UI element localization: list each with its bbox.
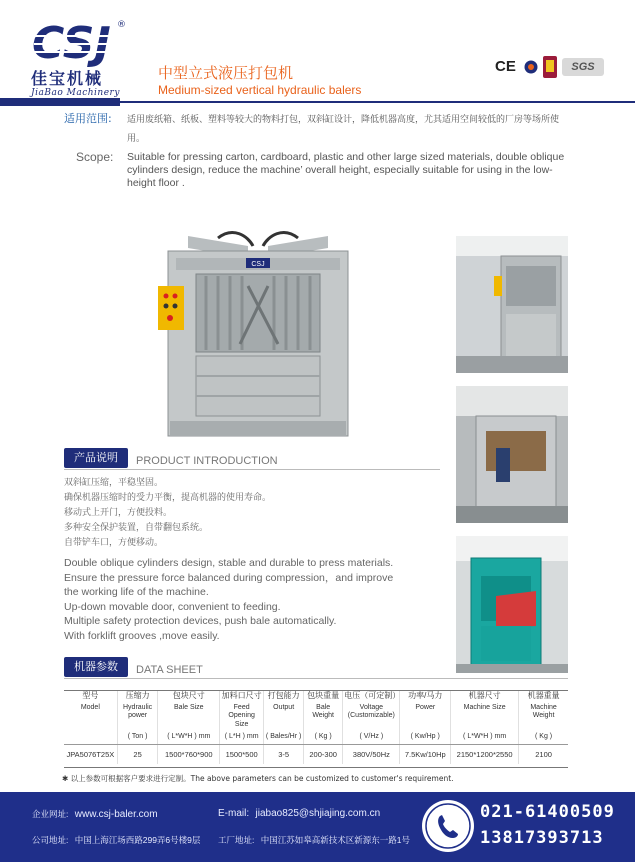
col-en: Bale Size: [173, 703, 204, 711]
col-cn: 电压（可定制）: [344, 691, 401, 700]
spec-header-row: [64, 690, 568, 731]
intro-cn-line: 自带铲车口，方便移动。: [64, 538, 164, 548]
intro-en-line: Multiple safety protection devices, push bale automatically.: [64, 615, 337, 627]
cell-feed-opening: 1500*500: [220, 745, 264, 765]
web-link[interactable]: www.csj-baler.com: [74, 809, 158, 820]
side-photo-3: [456, 536, 568, 673]
col-cn: 包块重量: [307, 691, 340, 700]
col-cn: 包块尺寸: [172, 691, 205, 700]
cell-motor-power: 7.5Kw/10Hp: [400, 745, 451, 765]
factory-text: 中国江苏如皋高新技术区新源东一路1号: [260, 835, 410, 845]
intro-en-line: With forklift grooves ,move easily.: [64, 629, 220, 642]
logo-english-name: JiaBao Machinery: [31, 88, 120, 98]
phone-icon: [422, 800, 474, 852]
col-unit: ( Bales/Hr ): [264, 731, 304, 745]
intro-en-line: Ensure the pressure force balanced during compression，and improve: [64, 571, 394, 584]
col-en: Hydraulic power: [123, 703, 153, 719]
col-unit: ( L*H ) mm: [220, 731, 264, 745]
col-unit: ( L*W*H ) mm: [451, 731, 519, 745]
col-unit: ( Kg ): [519, 731, 568, 745]
logo-letters: CSJ: [32, 20, 111, 69]
col-en: Bale Weight: [312, 703, 334, 719]
datasheet-title-cn: 机器参数: [64, 657, 128, 677]
intro-list-cn: [64, 476, 271, 551]
side-photo-1: [456, 236, 568, 373]
col-unit: ( L*W*H ) mm: [158, 731, 220, 745]
email-link[interactable]: jiabao825@shjiajing.com.cn: [255, 808, 381, 819]
scope-text-cn: 适用废纸箱、纸板、塑料等较大的物料打包，双斜缸设计，降低机器高度，尤其适用空间较低的厂房等场所使用。: [127, 115, 560, 144]
col-en: Model: [80, 703, 100, 711]
col-cn: 压缩力: [125, 691, 150, 700]
col-unit: ( Kw/Hp ): [400, 731, 451, 745]
scope-label-en: Scope:: [76, 150, 114, 164]
quality-badge-icon: [543, 56, 557, 78]
col-cn: 机器重量: [527, 691, 560, 700]
phone-number-2[interactable]: 13817393713: [480, 828, 604, 848]
cell-machine-size: 2150*1200*2550: [451, 745, 519, 765]
phone-number-1[interactable]: 021-61400509: [480, 802, 615, 822]
col-unit: ( V/Hz ): [343, 731, 400, 745]
col-en: Voltage (Customizable): [347, 703, 395, 719]
col-en: Machine Size: [463, 703, 506, 711]
col-cn: 型号: [82, 691, 99, 700]
col-en: Machine Weight: [530, 703, 557, 719]
footer-address: [32, 834, 200, 846]
note-asterisk: ✱: [62, 774, 71, 783]
scope-label-cn: 适用范围:: [64, 112, 112, 125]
intro-title-en: PRODUCT INTRODUCTION: [136, 455, 278, 467]
address-label: 公司地址:: [32, 835, 69, 845]
ce-mark: CE: [495, 58, 516, 75]
scope-text-en: Suitable for pressing carton, cardboard, plastic and other large sized materials, double oblique cylinders design, reduce the machine’ overall height, especially suitable for using in the low-height floor .: [127, 151, 565, 189]
col-cn: 加料口尺寸: [221, 691, 262, 700]
iso-seal-icon: [524, 59, 538, 75]
intro-title-cn: 产品说明: [64, 448, 128, 468]
intro-rule: [64, 469, 440, 470]
intro-list-en: [64, 556, 459, 643]
col-cn: 打包能力: [267, 691, 300, 700]
col-unit: ( Ton ): [117, 731, 158, 745]
cell-voltage: 380V/50Hz: [343, 745, 400, 765]
address-text: 中国上海江场西路299弄6号楼9层: [74, 835, 201, 845]
registered-mark: ®: [117, 20, 126, 30]
spec-unit-row: [64, 731, 568, 745]
web-label: 企业网址:: [32, 809, 69, 819]
factory-label: 工厂地址:: [218, 835, 255, 845]
cell-bale-size: 1500*760*900: [158, 745, 220, 765]
sgs-badge: [562, 58, 604, 76]
col-unit: [64, 731, 117, 745]
col-unit: ( Kg ): [304, 731, 343, 745]
spec-table: [64, 690, 568, 764]
intro-cn-line: 移动式上开门，方便投料。: [64, 508, 173, 518]
intro-cn-line: 双斜缸压缩，平稳坚固。: [64, 478, 164, 488]
datasheet-title-en: DATA SHEET: [136, 664, 203, 676]
footer-web: [32, 808, 158, 820]
intro-en-line: Up-down movable door, convenient to feeding.: [64, 600, 281, 613]
col-en: Output: [273, 703, 295, 711]
sgs-text: SGS: [571, 61, 595, 73]
table-row: [64, 745, 568, 765]
table-note: [62, 773, 454, 784]
note-text: 以上参数可根据客户要求进行定制。The above parameters can be customized to customer's requirement.: [70, 774, 454, 783]
email-label: E-mail:: [218, 808, 250, 819]
footer-factory: [218, 834, 410, 846]
datasheet-rule: [64, 678, 568, 679]
footer: [0, 792, 635, 862]
title-english: Medium-sized vertical hydraulic balers: [158, 83, 362, 97]
cell-power: 25: [117, 745, 158, 765]
cell-machine-weight: 2100: [535, 750, 552, 759]
header-tab: [0, 98, 120, 106]
title-chinese: 中型立式液压打包机: [158, 64, 294, 82]
logo-chinese-name: 佳宝机械: [31, 69, 104, 88]
intro-cn-line: 确保机器压缩时的受力平衡，提高机器的使用寿命。: [64, 493, 272, 503]
intro-cn-line: 多种安全保护装置，自带翻包系统。: [64, 523, 209, 533]
intro-en-line: Double oblique cylinders design, stable and durable to press materials.: [64, 557, 394, 569]
intro-en-line: the working life of the machine.: [64, 586, 209, 598]
footer-email: [218, 808, 380, 819]
cell-output: 3-5: [264, 745, 304, 765]
col-en: Feed Opening Size: [228, 703, 255, 728]
main-machine-photo: [158, 226, 358, 440]
cell-model: JPA5076T25X: [64, 745, 117, 765]
col-cn: 功率/马力: [408, 691, 443, 700]
machine-label: CSJ: [251, 261, 265, 268]
col-cn: 机器尺寸: [468, 691, 501, 700]
side-photo-2: [456, 386, 568, 523]
cell-bale-weight: 200-300: [304, 745, 343, 765]
col-en: Power: [415, 703, 436, 711]
